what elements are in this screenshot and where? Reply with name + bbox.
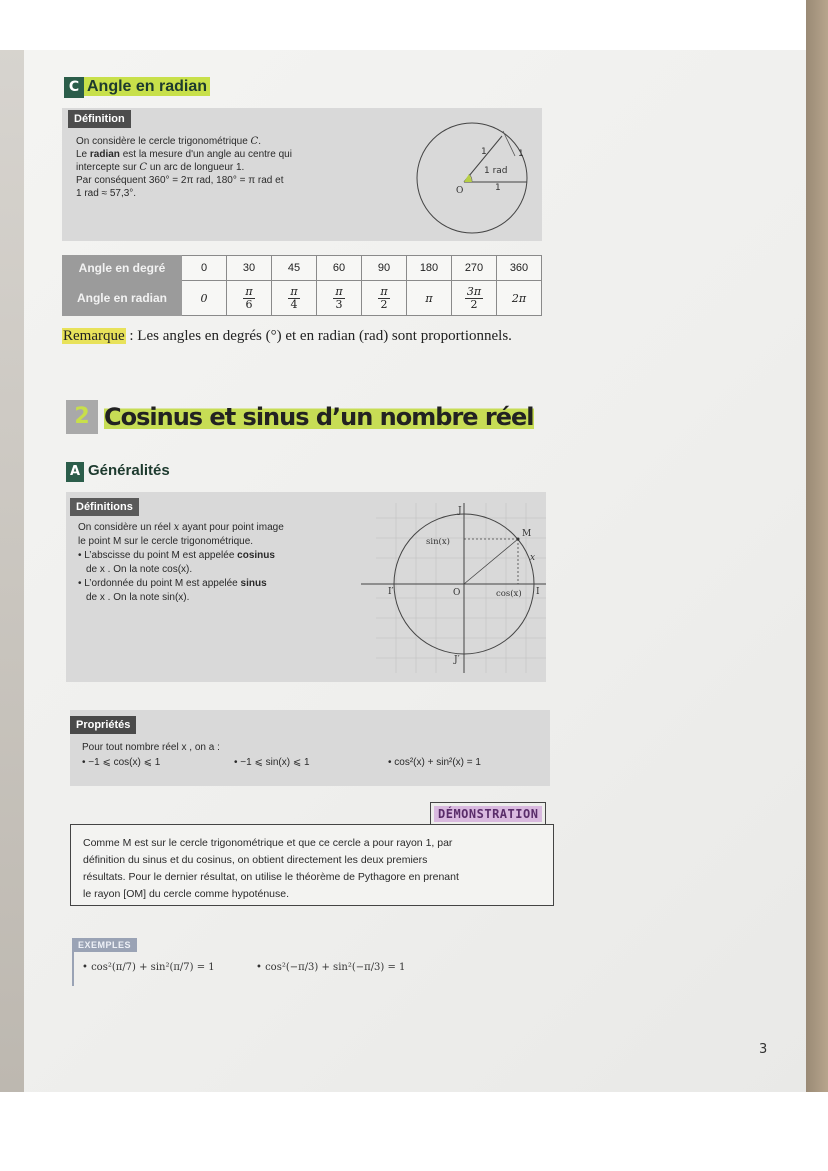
conversion-table-wrap	[62, 255, 542, 316]
definition-tag: Définition	[68, 110, 131, 128]
table-cell: $\frac{\pi}{4}$	[272, 281, 317, 316]
page-number: 3	[759, 1042, 768, 1057]
table-cell: $\frac{\pi}{6}$	[227, 281, 272, 316]
table-cell: 2π	[497, 281, 542, 316]
remarque-text: : Les angles en degrés (°) et en radian (rad) sont proportionnels.	[125, 328, 512, 344]
label-base-one: 1	[495, 183, 501, 193]
remarque-label: Remarque	[63, 328, 125, 344]
table-cell: 360	[497, 256, 542, 281]
label-J: J	[458, 506, 462, 516]
table-cell: 0	[182, 281, 227, 316]
property-1: • −1 ⩽ cos(x) ⩽ 1	[82, 757, 161, 768]
label-M: M	[522, 529, 532, 539]
example-1: • cos²(π/7) + sin²(π/7) = 1	[82, 962, 215, 973]
label-x: x	[530, 553, 536, 563]
textbook-page	[24, 50, 806, 1092]
section-c-letter: C	[64, 77, 84, 98]
properties-box	[70, 710, 550, 786]
properties-intro: Pour tout nombre réel x , on a :	[82, 742, 220, 753]
definition-box	[62, 108, 542, 241]
label-I: I	[536, 587, 540, 597]
table-row-radians	[63, 281, 542, 316]
label-arc-one: 1	[518, 149, 524, 159]
label-one-rad: 1 rad	[484, 166, 508, 176]
table-cell: $\frac{\pi}{2}$	[362, 281, 407, 316]
examples-tag: EXEMPLES	[72, 938, 137, 952]
section-2-title: Cosinus et sinus d’un nombre réel	[104, 403, 534, 431]
examples-rule	[72, 952, 74, 986]
example-2: • cos²(−π/3) + sin²(−π/3) = 1	[256, 962, 406, 973]
properties-tag: Propriétés	[70, 716, 136, 734]
table-cell: $\frac{3\pi}{2}$	[452, 281, 497, 316]
section-2-header	[66, 400, 534, 434]
label-sin: sin(x)	[426, 537, 450, 547]
row-head-degree: Angle en degré	[63, 256, 182, 281]
section-a-header	[66, 462, 170, 482]
radian-circle-figure	[402, 118, 542, 238]
table-cell: 180	[407, 256, 452, 281]
section-a-letter: A	[66, 462, 84, 482]
demonstration-box	[70, 824, 554, 906]
table-cell: $\frac{\pi}{3}$	[317, 281, 362, 316]
table-cell: 0	[182, 256, 227, 281]
label-O: O	[453, 588, 461, 598]
examples-block	[72, 935, 137, 953]
section-c-title: Angle en radian	[84, 77, 210, 96]
demonstration-tag: DÉMONSTRATION	[434, 806, 542, 822]
table-cell: π	[407, 281, 452, 316]
remarque-line	[62, 328, 512, 345]
label-radius-one: 1	[481, 147, 487, 157]
unit-circle-figure	[356, 498, 546, 678]
demonstration-tag-frame	[430, 802, 546, 825]
label-origin: O	[456, 186, 464, 196]
section-c-header	[64, 77, 210, 98]
section-a-title: Généralités	[88, 462, 170, 479]
table-cell: 45	[272, 256, 317, 281]
demonstration-text: Comme M est sur le cercle trigonométrique et que ce cercle a pour rayon 1, par définition du sinus et du cosinus, on obtient directement les deux premiers résultats. Pour le dernier résultat, on utilise le théorème de Pythagore en prenant le rayon [OM] du cercle comme hypoténuse.	[83, 837, 459, 900]
definitions-text: On considère un réel x ayant pour point image le point M sur le cercle trigonométrique. • L’abscisse du point M est appelée cosinus de x . On la note cos(x). • L’ordonnée du point M est appelée sinus de x . On la note sin(x).	[78, 522, 284, 603]
table-cell: 90	[362, 256, 407, 281]
definition-text: On considère le cercle trigonométrique C. Le radian est la mesure d'un angle au centre qui intercepte sur C un arc de longueur 1. Par conséquent 360° = 2π rad, 180° = π rad et 1 rad ≈ 57,3°.	[76, 136, 292, 199]
table-cell: 30	[227, 256, 272, 281]
property-3: • cos²(x) + sin²(x) = 1	[388, 757, 481, 768]
property-2: • −1 ⩽ sin(x) ⩽ 1	[234, 757, 310, 768]
row-head-radian: Angle en radian	[63, 281, 182, 316]
table-row-degrees	[63, 256, 542, 281]
table-cell: 270	[452, 256, 497, 281]
definitions-box	[66, 492, 546, 682]
definitions-tag: Définitions	[70, 498, 139, 516]
label-I-prime: I′	[388, 587, 394, 597]
section-2-number: 2	[66, 400, 98, 434]
label-cos: cos(x)	[496, 589, 522, 599]
conversion-table	[62, 255, 542, 316]
table-cell: 60	[317, 256, 362, 281]
label-J-prime: J′	[454, 655, 460, 665]
